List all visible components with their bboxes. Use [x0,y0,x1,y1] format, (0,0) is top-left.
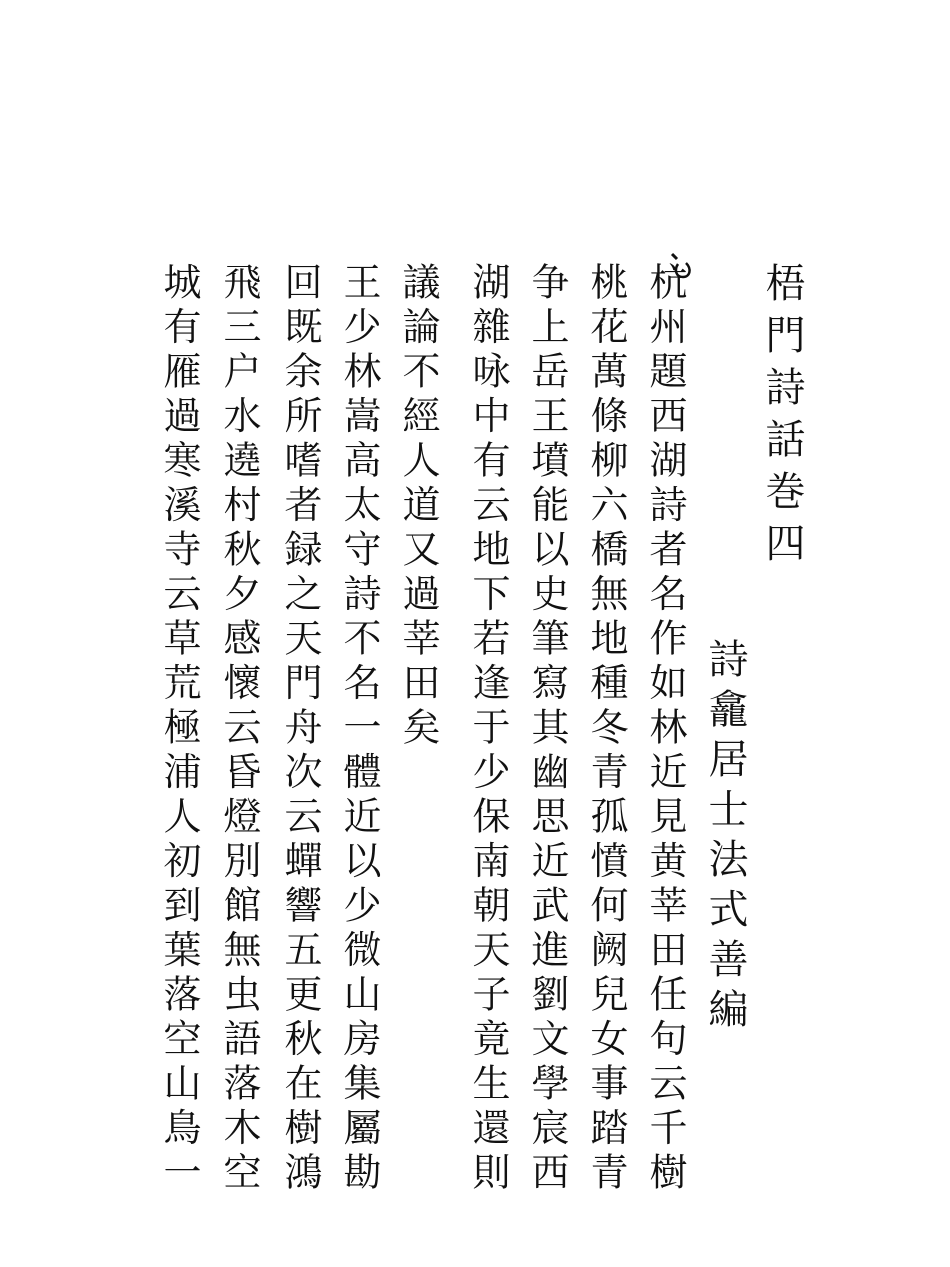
text-column-4: 湖雜咏中有云地下若逢于少保南朝天子竟生還則 [466,262,510,1197]
text-column-8: 飛三户水遶村秋夕感懷云昏燈別館無虫語落木空 [217,262,261,1197]
text-column-3: 争上岳王墳能以史筆寫其幽思近武進劉文學宸西 [525,262,569,1197]
text-column-9: 城有雁過寒溪寺云草荒極浦人初到葉落空山鳥一 [157,262,201,1197]
author-line: 詩龕居士法式善編 [702,638,748,1038]
book-title: 梧門詩話巻四 [759,262,805,574]
text-column-7: 回既余所嗜者録之天門舟次云蟬響五更秋在樹鴻 [278,262,322,1197]
text-column-1: 杭州題西湖詩者名作如林近見黄莘田任句云千樹 [643,262,687,1197]
text-column-2: 桃花萬條柳六橋無地種冬青孤憤何阙兒女事踏青 [584,262,628,1197]
text-column-5: 議論不經人道又過莘田矣 [396,262,440,752]
text-column-6: 王少林嵩高太守詩不名一體近以少微山房集屬勘 [337,262,381,1197]
